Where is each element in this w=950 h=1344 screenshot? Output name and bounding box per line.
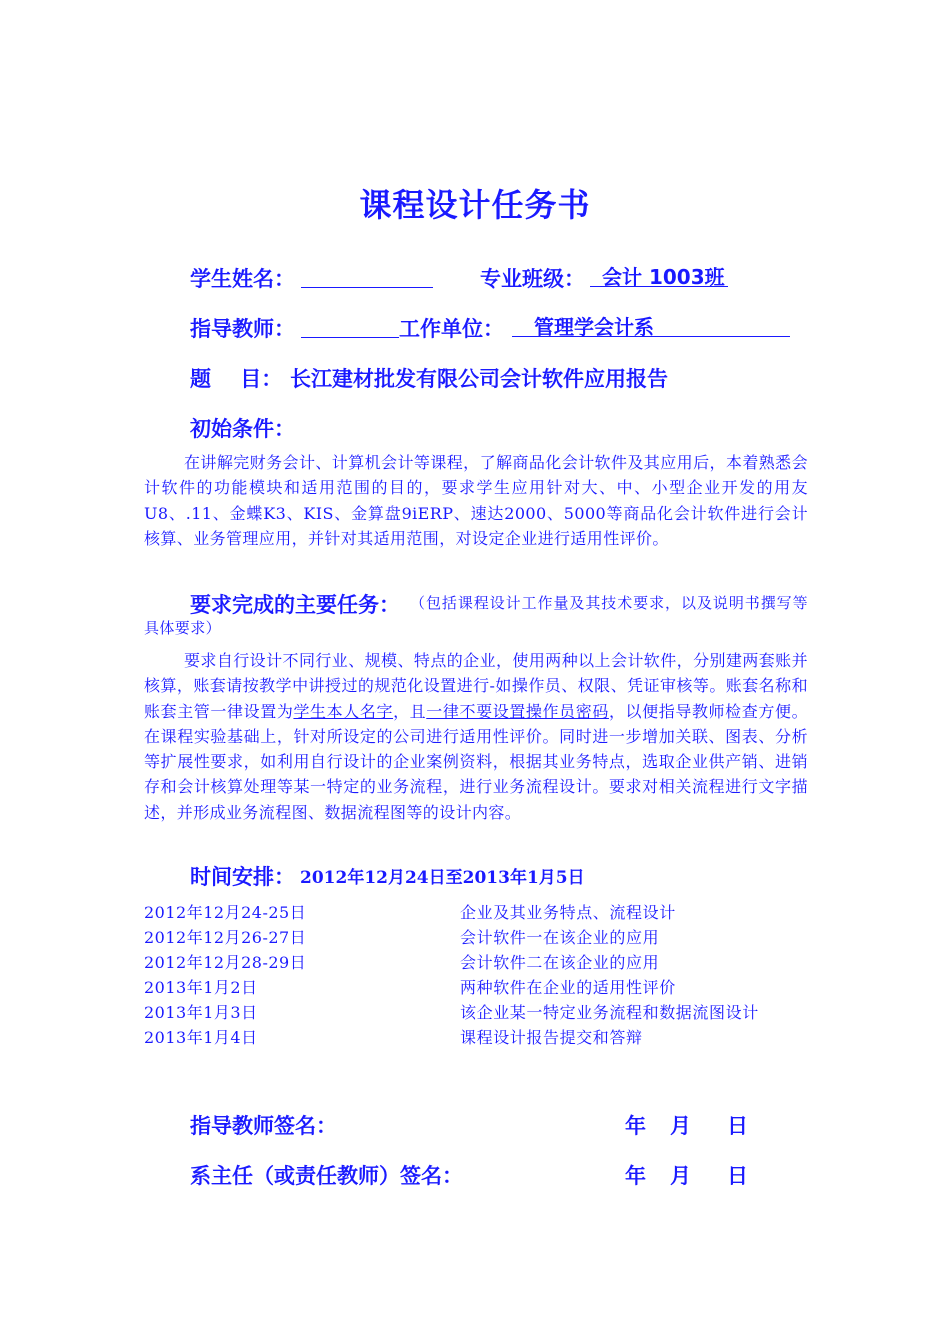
signature-advisor-month: 月 [670, 1114, 691, 1138]
main-tasks-text-part2: ，且 [393, 701, 427, 721]
schedule-date: 2013年1月4日 [144, 1028, 258, 1047]
signature-advisor-day: 日 [727, 1114, 748, 1138]
signature-head-month: 月 [670, 1164, 691, 1188]
signature-head-day: 日 [727, 1164, 748, 1188]
main-tasks-text-part3: ，以便指导教师检查方便。在课程实验基础上，针对所设定的公司进行适用性评价。同时进一步增加关联、图表、分析等扩展性要求，如利用自行设计的企业案例资料，根据其业务特点，选取企业供产销、进销存和会计核算处理等某一特定的业务流程，进行业务流程设计。要求对相关流程进行文字描述，并形成业务流程图、数据流程图等的设计内容。 [144, 701, 808, 822]
advisor-label: 指导教师： [190, 317, 295, 341]
initial-conditions-label: 初始条件： [190, 417, 295, 441]
schedule-date: 2012年12月24-25日 [144, 903, 307, 922]
schedule-task: 会计软件一在该企业的应用 [460, 928, 660, 947]
signature-head-year: 年 [625, 1164, 646, 1188]
major-class-label: 专业班级： [480, 267, 585, 291]
advisor-field[interactable] [301, 311, 399, 338]
schedule-date: 2012年12月28-29日 [144, 953, 307, 972]
schedule-date: 2013年1月2日 [144, 978, 258, 997]
major-class-field[interactable]: 会计 1003班 [590, 261, 728, 287]
main-tasks-underline-name: 学生本人名字 [293, 701, 394, 721]
topic-value: 长江建材批发有限公司会计软件应用报告 [290, 367, 668, 391]
schedule-task: 两种软件在企业的适用性评价 [460, 978, 676, 997]
schedule-task: 企业及其业务特点、流程设计 [460, 903, 676, 922]
signature-head-label: 系主任（或责任教师）签名： [190, 1164, 463, 1188]
schedule-date: 2012年12月26-27日 [144, 928, 307, 947]
main-tasks-note: （包括课程设计工作量及其技术要求，以及说明书撰写等具体要求） [144, 594, 808, 638]
schedule-task: 会计软件二在该企业的应用 [460, 953, 660, 972]
schedule-task: 该企业某一特定业务流程和数据流图设计 [460, 1003, 759, 1022]
main-tasks-text-part1: 要求自行设计不同行业、规模、特点的企业，使用两种以上会计软件，分别建两套账并核算，账套请按教学中讲授过的规范化设置进行-如操作员、权限、凭证审核等。账套名称和账套主管一律设置为 [144, 651, 808, 721]
signature-advisor-label: 指导教师签名： [190, 1114, 337, 1138]
work-unit-label: 工作单位： [399, 317, 504, 341]
signature-advisor-year: 年 [625, 1114, 646, 1138]
student-name-field[interactable] [301, 261, 433, 288]
schedule-task: 课程设计报告提交和答辩 [460, 1028, 643, 1047]
schedule-date: 2013年1月3日 [144, 1003, 258, 1022]
main-tasks-label: 要求完成的主要任务： [190, 593, 400, 617]
main-tasks-text [144, 648, 808, 825]
schedule-label: 时间安排： [190, 865, 295, 889]
work-unit-field[interactable]: 管理学会计系 [512, 311, 790, 337]
initial-conditions-text: 在讲解完财务会计、计算机会计等课程，了解商品化会计软件及其应用后，本着熟悉会计软件的功能模块和适用范围的目的，要求学生应用针对大、中、小型企业开发的用友U8、.11、金蝶K3、KIS、金算盘9iERP、速达2000、5000等商品化会计软件进行会计核算、业务管理应用，并针对其适用范围，对设定企业进行适用性评价。 [144, 453, 808, 548]
page-title: 课程设计任务书 [359, 186, 591, 224]
student-name-label: 学生姓名： [190, 267, 295, 291]
schedule-range: 2012年12月24日至2013年1月5日 [300, 868, 585, 888]
main-tasks-underline-password: 一律不要设置操作员密码 [426, 701, 609, 721]
topic-label: 题 目： [190, 367, 283, 391]
